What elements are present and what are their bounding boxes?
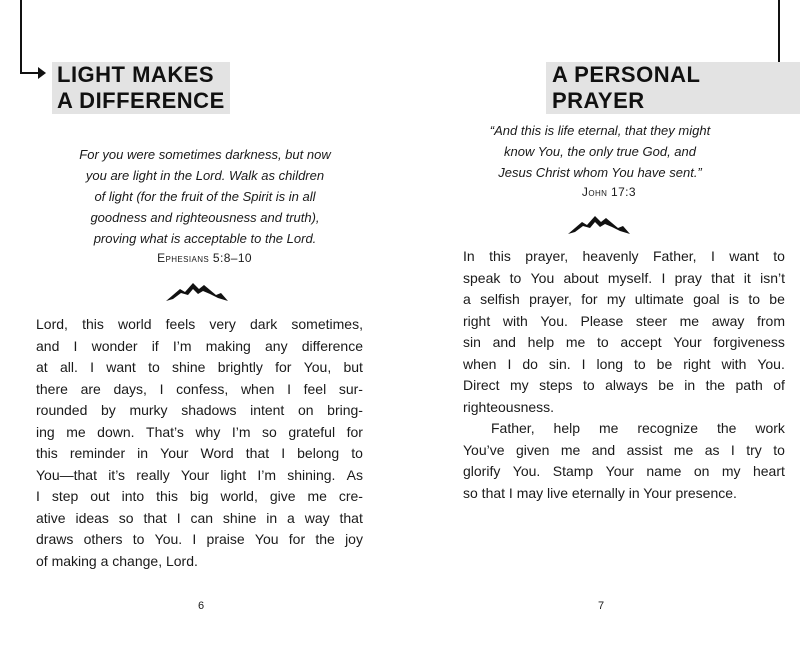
body-line: speak to You about myself. I pray that it isn’t (463, 269, 785, 286)
scripture-verse (440, 120, 760, 183)
verse-line: For you were sometimes darkness, but now (79, 147, 331, 162)
title-line: LIGHT MAKES (57, 62, 215, 87)
scripture-reference: Ephesians 5:8–10 (157, 251, 252, 265)
body-line: In this prayer, heavenly Father, I want to (463, 248, 785, 264)
verse-line: you are light in the Lord. Walk as children (85, 168, 325, 183)
scripture-verse (40, 144, 370, 249)
body-line: a selfish prayer, for my ultimate goal is to be (463, 291, 785, 307)
page-number: 6 (197, 600, 205, 612)
page-number: 7 (597, 600, 605, 612)
right-page (400, 0, 800, 650)
body-line: so that I may live eternally in Your presence. (463, 484, 737, 501)
body-line: righteousness. (463, 398, 555, 415)
title-line: A DIFFERENCE (57, 88, 225, 113)
body-line: ing me down. That’s why I’m so grateful for (36, 423, 363, 440)
scripture-reference: John 17:3 (581, 185, 636, 199)
verse-line: know You, the only true God, and (503, 144, 696, 159)
body-line: draws others to You. I praise You for the joy (36, 531, 363, 547)
body-line: at all. I want to shine brightly for You, but (36, 359, 363, 375)
mountain-icon (568, 213, 630, 235)
page-title (52, 62, 230, 114)
body-line: sin and help me to accept Your forgiveness (463, 334, 785, 350)
page-title (546, 62, 800, 114)
body-line: You’ve given me and assist me as I try to (463, 441, 785, 458)
body-line: glorify You. Stamp Your name on my heart (463, 463, 785, 479)
verse-line: “And this is life eternal, that they might (489, 123, 711, 138)
body-line: You—that it’s really Your light I’m shining. As (36, 466, 363, 483)
body-line: of making a change, Lord. (36, 552, 198, 569)
title-line: A PERSONAL PRAYER (552, 62, 701, 113)
verse-line: of light (for the fruit of the Spirit is in all (94, 189, 316, 204)
prayer-body (463, 246, 785, 504)
mountain-icon (166, 280, 228, 302)
body-line: and I wonder if I’m making any difference (36, 337, 363, 354)
body-line: ative ideas so that I can shine in a way that (36, 509, 363, 526)
verse-line: goodness and righteousness and truth), (90, 210, 320, 225)
prayer-body (36, 314, 363, 572)
body-line: Lord, this world feels very dark sometimes, (36, 316, 363, 332)
body-line: rounded by murky shadows intent on bring- (36, 402, 363, 418)
body-line: when I do sin. I long to be right with You. (463, 355, 785, 372)
verse-line: Jesus Christ whom You have sent.” (498, 165, 702, 180)
body-line: right with You. Please steer me away from (463, 312, 785, 329)
body-line: this reminder in Your Word that I belong to (36, 445, 363, 461)
body-line: Direct my steps to always be in the path of (463, 377, 785, 393)
verse-line: proving what is acceptable to the Lord. (93, 231, 317, 246)
body-line: there are days, I confess, when I feel sur- (36, 380, 363, 397)
body-line: Father, help me recognize the work (491, 420, 785, 436)
body-line: I step out into this big world, give me cre- (36, 488, 363, 504)
